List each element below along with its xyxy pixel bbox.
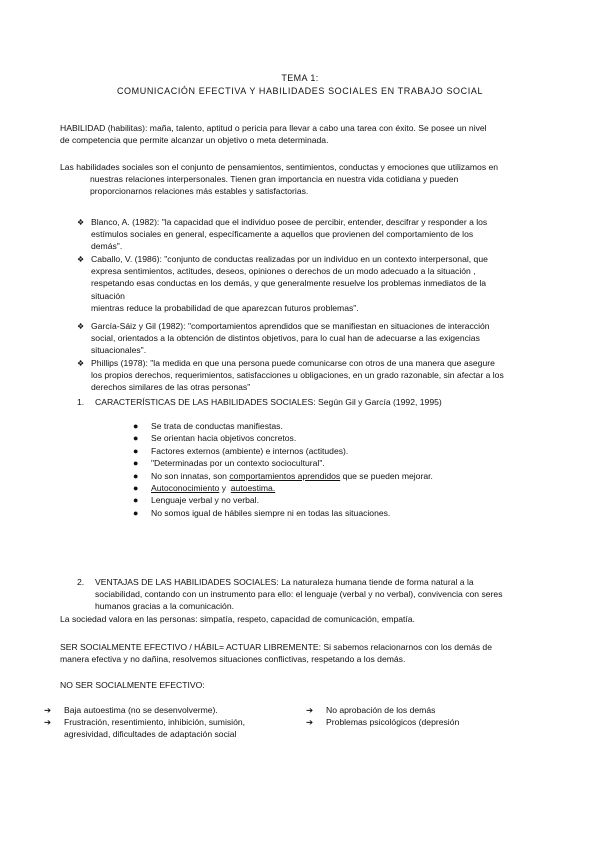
definition-garcia-saiz <box>77 320 535 357</box>
definition-line: derechos similares de las otras personas" <box>91 382 251 393</box>
list-item-innatas: ● No son innatas, son comportamientos aprendidos que se pueden mejorar. <box>133 470 433 481</box>
no-ser-heading: NO SER SOCIALMENTE EFECTIVO: <box>60 680 205 690</box>
social-skills-line2: nuestras relaciones interpersonales. Tienen gran importancia en nuestra vida cotidiana y pueden <box>90 174 459 185</box>
list-item: ● Se orientan hacia objetivos concretos. <box>133 433 297 444</box>
social-skills-line1: Las habilidades sociales son el conjunto de pensamientos, sentimientos, conductas y emociones que utilizamos en <box>60 162 499 172</box>
consequences-left-list <box>44 704 304 741</box>
definition-line: demás". <box>91 241 123 252</box>
bullet-dot-icon: ● <box>133 507 139 518</box>
definition-line: respetando esas conductas en los demás, y que generalmente resuelve los problemas inmediatos de la <box>91 278 487 289</box>
ser-efectivo-line2: manera efectiva y no dañina, resolvemos situaciones conflictivas, respetando a los demás. <box>60 654 406 665</box>
arrow-right-icon: ➔ <box>306 705 314 715</box>
list-item: ➔ Baja autoestima (no se desenvolverme). <box>44 705 218 715</box>
arrow-right-icon: ➔ <box>306 717 314 728</box>
list-item: ➔ Problemas psicológicos (depresión <box>306 717 460 728</box>
habilidad-paragraph <box>60 122 545 146</box>
bullet-dot-icon: ● <box>133 445 139 456</box>
definition-line: expresa sentimientos, actitudes, deseos, opiniones o derechos de un modo adecuado a la situación , <box>91 266 476 277</box>
arrow-right-icon: ➔ <box>44 717 52 728</box>
definition-line: los propios derechos, requerimientos, satisfacciones u obligaciones, en un grado razonable, sin afectar a los <box>91 370 504 381</box>
diamond-bullet-icon: ❖ <box>77 322 85 331</box>
definition-line: Caballo, V. (1986): "conjunto de conductas realizadas por un individuo en un contexto interpersonal, que <box>91 254 488 264</box>
definition-line: mientras reduce la probabilidad de que aparezcan futuros problemas". <box>91 302 359 313</box>
definition-blanco <box>77 216 535 253</box>
social-skills-line3: proporcionarnos relaciones más estables y satisfactorias. <box>90 186 309 197</box>
diamond-bullet-icon: ❖ <box>77 359 85 368</box>
list-item-autoconocimiento: ● Autoconocimiento y autoestima. <box>133 482 276 493</box>
habilidad-line2: de competencia que permite alcanzar un objetivo o meta determinada. <box>60 135 329 146</box>
consequences-right-list <box>306 704 546 728</box>
habilidad-line1: HABILIDAD (habilitas): maña, talento, aptitud o pericia para llevar a cabo una tarea con éxito. Se posee un nivel <box>60 123 487 133</box>
section2-line3: humanos gracias a la comunicación. <box>95 601 235 612</box>
characteristics-list <box>133 420 463 519</box>
definition-line: Phillips (1978): "la medida en que una persona puede comunicarse con otros de una manera que asegure <box>91 358 495 368</box>
list-item: ● No somos igual de hábiles siempre ni en todas las situaciones. <box>133 507 391 518</box>
section2-number: 2. <box>77 577 85 587</box>
ser-efectivo-paragraph <box>60 641 550 665</box>
list-item: ● Se trata de conductas manifiestas. <box>133 421 283 431</box>
section1-heading <box>77 396 547 408</box>
bullet-dot-icon: ● <box>133 470 139 481</box>
diamond-bullet-icon: ❖ <box>77 255 85 264</box>
section1-number: 1. <box>77 397 85 407</box>
social-skills-paragraph <box>60 161 545 198</box>
bullet-dot-icon: ● <box>133 433 139 444</box>
arrow-right-icon: ➔ <box>44 705 52 715</box>
diamond-bullet-icon: ❖ <box>77 218 85 227</box>
definition-line: García-Sáiz y Gil (1982): "comportamientos aprendidos que se manifiestan en situaciones de interacción <box>91 321 490 331</box>
definition-caballo <box>77 253 535 314</box>
list-item: ➔ Frustración, resentimiento, inhibición, sumisión, agresividad, dificultades de adaptación social <box>44 717 246 740</box>
definition-line: situacionales". <box>91 345 147 356</box>
section2-line1: VENTAJAS DE LAS HABILIDADES SOCIALES: La naturaleza humana tiende de forma natural a la <box>95 577 474 587</box>
bullet-dot-icon: ● <box>133 458 139 469</box>
bullet-dot-icon: ● <box>133 482 139 493</box>
society-values: La sociedad valora en las personas: simpatía, respeto, capacidad de comunicación, empatía. <box>60 614 415 624</box>
section2-block <box>77 576 547 613</box>
section2-line2: sociabilidad, contando con un instrumento para ello: el lenguaje (verbal y no verbal), convivencia con seres <box>95 589 503 600</box>
bullet-dot-icon: ● <box>133 421 139 431</box>
definition-line: social, orientados a la obtención de distintos objetivos, para lo cual han de adecuarse a las exigencias <box>91 333 480 344</box>
definition-line: estímulos sociales en general, específicamente a aquellos que provienen del comportamiento de los <box>91 229 474 240</box>
page-title-line1: TEMA 1: <box>281 73 319 83</box>
list-item: ● Lenguaje verbal y no verbal. <box>133 495 259 506</box>
definition-line: Blanco, A. (1982): "la capacidad que el individuo posee de percibir, entender, descifrar y responder a los <box>91 217 488 227</box>
list-item: ➔ No aprobación de los demás <box>306 705 436 715</box>
definition-phillips <box>77 357 535 394</box>
bullet-dot-icon: ● <box>133 495 139 506</box>
list-item: ● Factores externos (ambiente) e internos (actitudes). <box>133 445 349 456</box>
ser-efectivo-line1: SER SOCIALMENTE EFECTIVO / HÁBIL= ACTUAR LIBREMENTE: Si sabemos relacionarnos con los demás de <box>60 642 492 652</box>
page-title-line2: COMUNICACIÓN EFECTIVA Y HABILIDADES SOCIALES EN TRABAJO SOCIAL <box>116 86 484 96</box>
section1-title: CARACTERÍSTICAS DE LAS HABILIDADES SOCIALES: Según Gil y García (1992, 1995) <box>95 397 442 407</box>
list-item: ● "Determinadas por un contexto sociocultural". <box>133 458 325 469</box>
definition-line: situación <box>91 290 125 301</box>
